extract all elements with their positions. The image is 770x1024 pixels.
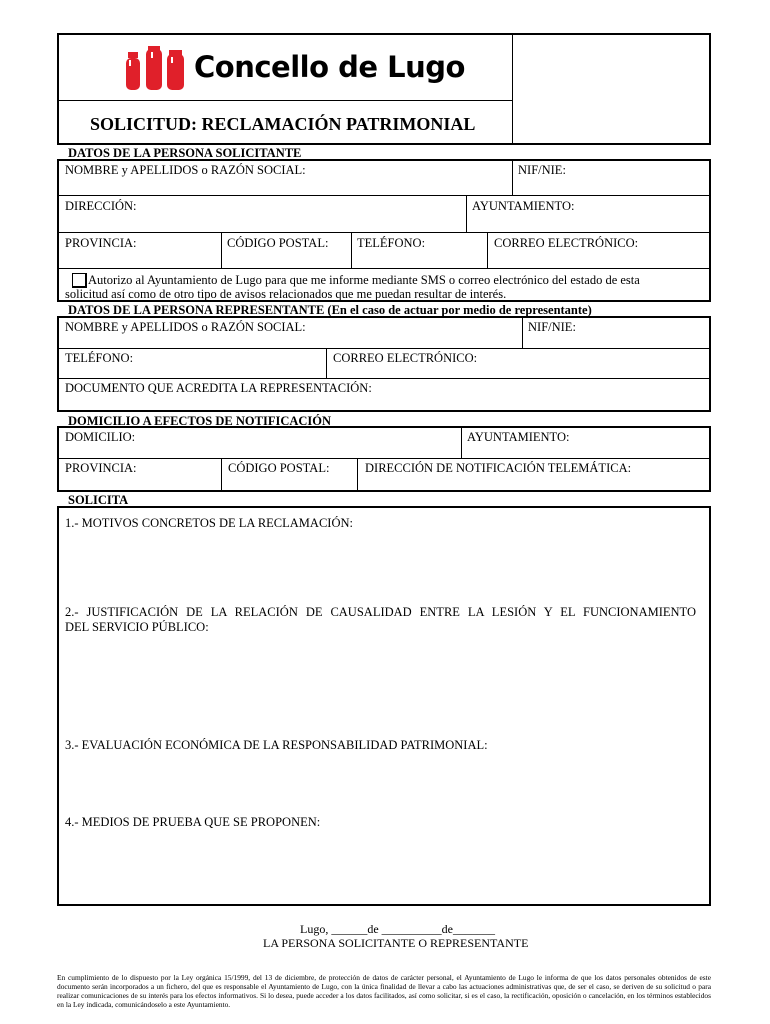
representante-nif-field[interactable]: NIF/NIE:: [528, 320, 576, 334]
question-1: 1.- MOTIVOS CONCRETOS DE LA RECLAMACIÓN:: [65, 516, 353, 530]
logo-text: Concello de Lugo: [194, 50, 465, 84]
section-heading-solicitante: DATOS DE LA PERSONA SOLICITANTE: [68, 146, 302, 160]
solicitante-direccion-field[interactable]: DIRECCIÓN:: [65, 199, 137, 213]
divider: [466, 196, 467, 232]
domicilio-telematica-field[interactable]: DIRECCIÓN DE NOTIFICACIÓN TELEMÁTICA:: [365, 461, 632, 475]
divider: [221, 459, 222, 490]
question-4: 4.- MEDIOS DE PRUEBA QUE SE PROPONEN:: [65, 815, 321, 829]
divider: [58, 458, 710, 459]
firmante-label: LA PERSONA SOLICITANTE O REPRESENTANTE: [263, 936, 529, 950]
solicita-box[interactable]: [57, 506, 711, 906]
divider: [461, 427, 462, 458]
domicilio-box: [57, 426, 711, 492]
divider: [357, 459, 358, 490]
header-divider-vertical: [512, 34, 513, 144]
divider: [351, 233, 352, 268]
representante-documento-field[interactable]: DOCUMENTO QUE ACREDITA LA REPRESENTACIÓN:: [65, 381, 372, 395]
divider: [58, 268, 710, 269]
solicitante-provincia-field[interactable]: PROVINCIA:: [65, 236, 137, 250]
header-divider-horizontal: [58, 100, 512, 101]
form-title: SOLICITUD: RECLAMACIÓN PATRIMONIAL: [90, 114, 476, 134]
divider: [522, 317, 523, 348]
question-2-line2: DEL SERVICIO PÚBLICO:: [65, 620, 209, 634]
section-heading-representante: DATOS DE LA PERSONA REPRESENTANTE (En el caso de actuar por medio de representante): [68, 303, 592, 317]
divider: [326, 349, 327, 378]
divider: [512, 160, 513, 195]
solicitante-correo-field[interactable]: CORREO ELECTRÓNICO:: [494, 236, 639, 250]
autorizo-text-line2: solicitud así como de otro tipo de avisos relacionados que me puedan resultar de interés.: [65, 287, 507, 301]
solicitante-cp-field[interactable]: CÓDIGO POSTAL:: [227, 236, 329, 250]
autorizo-checkbox[interactable]: [72, 273, 87, 288]
logo-towers-icon: [124, 46, 186, 92]
question-3: 3.- EVALUACIÓN ECONÓMICA DE LA RESPONSABILIDAD PATRIMONIAL:: [65, 738, 488, 752]
divider: [221, 233, 222, 268]
divider: [487, 233, 488, 268]
divider: [58, 195, 710, 196]
autorizo-text-line1: Autorizo al Ayuntamiento de Lugo para que me informe mediante SMS o correo electrónico del estado de esta: [88, 273, 640, 287]
lugar-fecha[interactable]: Lugo, ______de __________de_______: [300, 922, 495, 936]
solicitante-nif-field[interactable]: NIF/NIE:: [518, 163, 566, 177]
representante-telefono-field[interactable]: TELÉFONO:: [65, 351, 134, 365]
question-2-line1: 2.- JUSTIFICACIÓN DE LA RELACIÓN DE CAUSALIDAD ENTRE LA LESIÓN Y EL FUNCIONAMIENTO: [65, 605, 696, 619]
domicilio-field[interactable]: DOMICILIO:: [65, 430, 136, 444]
divider: [58, 378, 710, 379]
privacy-footer: En cumplimiento de lo dispuesto por la Ley orgánica 15/1999, del 13 de diciembre, de protección de datos de carácter personal, el Ayuntamiento de Lugo le informa de que los datos personales obtenidos de este documento serán incorporados a un fichero, del que es responsable el Ayuntamiento de Lugo, con la única finalidad de llevar a cabo las actuaciones administrativas que, de ser el caso, se deriven de su solicitud o para realizar comunicaciones de su interés para los efectos informativos. Si lo desea, puede acceder a los datos facilitados, así como solicitar, si es el caso, la rectificación, oposición o cancelación, en los términos establecidos en la Ley indicada, comunicándoselo a este Ayuntamiento.: [57, 973, 711, 1009]
divider: [58, 348, 710, 349]
section-heading-solicita: SOLICITA: [68, 493, 129, 507]
section-heading-domicilio: DOMICILIO A EFECTOS DE NOTIFICACIÓN: [68, 414, 332, 428]
solicitante-telefono-field[interactable]: TELÉFONO:: [357, 236, 426, 250]
representante-correo-field[interactable]: CORREO ELECTRÓNICO:: [333, 351, 478, 365]
solicitante-nombre-field[interactable]: NOMBRE y APELLIDOS o RAZÓN SOCIAL:: [65, 163, 306, 177]
representante-nombre-field[interactable]: NOMBRE y APELLIDOS o RAZÓN SOCIAL:: [65, 320, 306, 334]
logo: [124, 46, 465, 92]
divider: [58, 232, 710, 233]
solicitante-ayuntamiento-field[interactable]: AYUNTAMIENTO:: [472, 199, 575, 213]
domicilio-ayuntamiento-field[interactable]: AYUNTAMIENTO:: [467, 430, 570, 444]
domicilio-provincia-field[interactable]: PROVINCIA:: [65, 461, 137, 475]
domicilio-cp-field[interactable]: CÓDIGO POSTAL:: [228, 461, 330, 475]
